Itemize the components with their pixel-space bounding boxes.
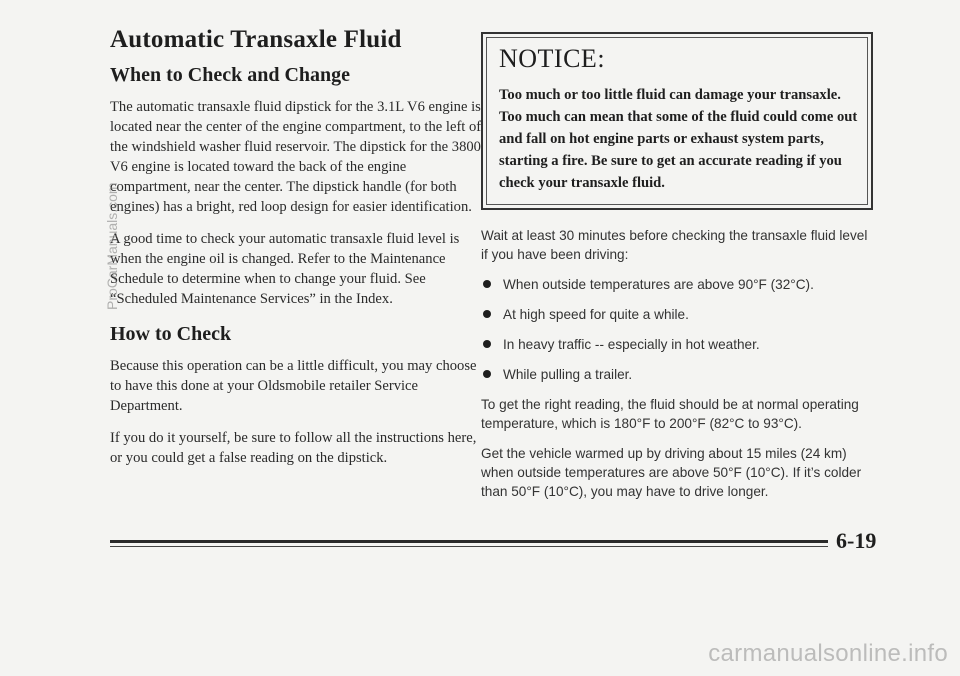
list-item: When outside temperatures are above 90°F (32°C). bbox=[481, 275, 873, 294]
list-item: In heavy traffic -- especially in hot weather. bbox=[481, 335, 873, 354]
diy-paragraph: If you do it yourself, be sure to follow all the instructions here, or you could get a false reading on the dipstick. bbox=[110, 430, 477, 466]
bullet-icon bbox=[483, 340, 491, 348]
check-timing-paragraph: A good time to check your automatic transaxle fluid level is when the engine oil is changed. Refer to the Maintenance Schedule to determine when to change your fluid. See “Scheduled Maintenance Services” in the Index. bbox=[110, 231, 460, 307]
right-column bbox=[481, 32, 873, 512]
left-column bbox=[110, 26, 482, 480]
wait-paragraph: Wait at least 30 minutes before checking the transaxle fluid level if you have been driving: bbox=[481, 228, 868, 262]
bullet-icon bbox=[483, 280, 491, 288]
list-item: While pulling a trailer. bbox=[481, 365, 873, 384]
section-heading-how-to-check: How to Check bbox=[110, 323, 232, 345]
driving-conditions-list bbox=[481, 275, 873, 384]
notice-title: NOTICE: bbox=[499, 44, 606, 73]
section-heading-when-to-check: When to Check and Change bbox=[110, 64, 351, 86]
bullet-icon bbox=[483, 310, 491, 318]
list-item: At high speed for quite a while. bbox=[481, 305, 873, 324]
footer-rule-thick bbox=[110, 540, 828, 543]
notice-box bbox=[481, 32, 873, 210]
footer-rule-thin bbox=[110, 546, 828, 547]
warm-up-paragraph: Get the vehicle warmed up by driving about 15 miles (24 km) when outside temperatures are above 50°F (10°C). If it’s colder than 50°F (10°C), you may have to drive longer. bbox=[481, 446, 862, 499]
notice-text: Too much or too little fluid can damage your transaxle. Too much can mean that some of the fluid could come out and fall on hot engine parts or exhaust system parts, starting a fire. Be sure to get an accurate reading if you check your transaxle fluid. bbox=[499, 87, 858, 191]
bottom-watermark: carmanualsonline.info bbox=[708, 640, 948, 667]
page-title: Automatic Transaxle Fluid bbox=[110, 26, 402, 53]
side-watermark: ProCarManuals.com bbox=[104, 182, 120, 310]
page-number: 6-19 bbox=[836, 528, 877, 553]
retailer-paragraph: Because this operation can be a little difficult, you may choose to have this done at your Oldsmobile retailer Service Department. bbox=[110, 358, 477, 414]
temperature-paragraph: To get the right reading, the fluid should be at normal operating temperature, which is 180°F to 200°F (82°C to 93°C). bbox=[481, 397, 859, 431]
bullet-icon bbox=[483, 370, 491, 378]
dipstick-location-paragraph: The automatic transaxle fluid dipstick for the 3.1L V6 engine is located near the center of the engine compartment, to the left of the windshield washer fluid reservoir. The dipstick for the 3800 V6 engine is located toward the back of the engine compartment, near the center. The dipstick handle (for both engines) has a bright, red loop design for easier identification. bbox=[110, 99, 482, 215]
